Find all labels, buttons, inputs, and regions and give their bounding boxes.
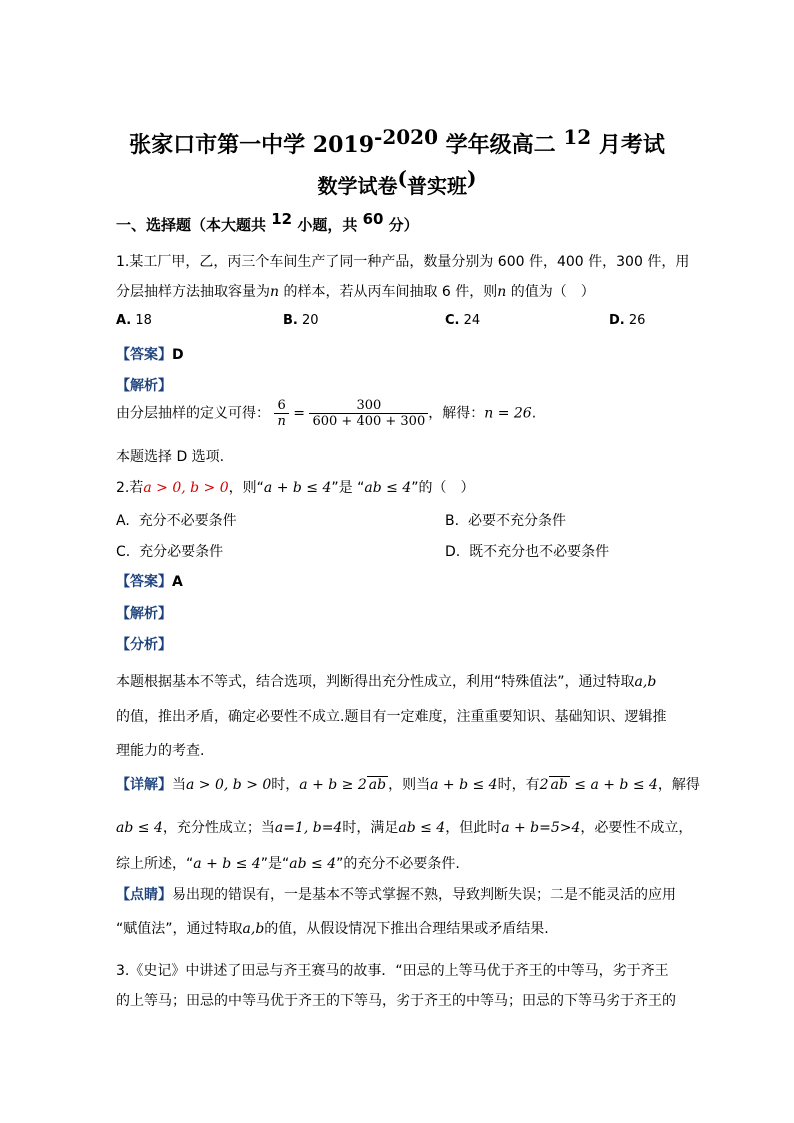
- question-count: 12: [271, 210, 293, 228]
- q2-fenxi-line1: 本题根据基本不等式，结合选项，判断得出充分性成立，利用“特殊值法”，通过特取a,b: [116, 674, 657, 690]
- q2-dianjing-line2: “赋值法”，通过特取a,b的值，从假设情况下推出合理结果或矛盾结果.: [116, 921, 549, 937]
- q2-option-b: B. 必要不充分条件: [445, 513, 566, 529]
- subtitle-paren-close: ): [467, 166, 477, 190]
- total-score: 60: [362, 210, 384, 228]
- subtitle-paren-open: (: [397, 166, 407, 190]
- q1-option-b: B. 20: [283, 313, 319, 328]
- q1-option-c: C. 24: [445, 313, 481, 328]
- q2-detail-line2: ab ≤ 4，充分性成立；当a=1, b=4时，满足ab ≤ 4，但此时a + b=5>4，必要性不成立，: [116, 820, 693, 836]
- q2-option-d: D. 既不充分也不必要条件: [445, 544, 610, 560]
- var-n: n: [270, 284, 280, 300]
- document-title: [0, 125, 794, 159]
- subtitle-class: 普实班: [407, 174, 467, 198]
- q3-stem-line1: 3.《史记》中讲述了田忌与齐王赛马的故事．“田忌的上等马优于齐王的中等马，劣于齐王: [116, 963, 669, 979]
- q2-answer: 【答案】A: [116, 574, 183, 590]
- title-text-2: 学年级高二: [438, 132, 564, 158]
- subtitle-text: 数学试卷: [317, 174, 398, 198]
- q2-detail-line1: 【详解】当a > 0, b > 0时，a + b ≥ 2 ab ，则当a + b ≤ 4时，有2 ab ≤ a + b ≤ 4，解得: [116, 777, 700, 793]
- q1-analysis-formula: 由分层抽样的定义可得： $\frac{6}{n}$ = $\frac{300}{600 + 400 + 300}$ ，解得：n = 26.: [116, 398, 537, 429]
- q1-answer: 【答案】D: [116, 347, 184, 363]
- q1-analysis-label: 【解析】: [116, 378, 172, 394]
- var-n: n: [497, 284, 507, 300]
- q2-fenxi-line2: 的值，推出矛盾，确定必要性不成立.题目有一定难度，注重重要知识、基础知识、逻辑推: [116, 709, 667, 725]
- q2-dianjing-line1: 【点睛】易出现的错误有，一是基本不等式掌握不熟，导致判断失误；二是不能灵活的应用: [116, 887, 676, 903]
- q2-option-a: A. 充分不必要条件: [116, 513, 237, 529]
- title-text-3: 月考试: [591, 132, 665, 158]
- fraction-300-over-sum: $\frac{300}{600 + 400 + 300}$: [309, 398, 428, 429]
- q1-stem-line2: 分层抽样方法抽取容量为n 的样本，若从丙车间抽取 6 件，则n 的值为（ ）: [116, 284, 595, 300]
- title-month: 12: [563, 125, 592, 149]
- section-heading: 一、选择题（本大题共 12 小题，共 60 分）: [116, 210, 419, 234]
- q3-stem-line2: 的上等马；田忌的中等马优于齐王的下等马，劣于齐王的中等马；田忌的下等马劣于齐王的: [116, 993, 676, 1009]
- q1-stem-line1: 1.某工厂甲，乙，丙三个车间生产了同一种产品，数量分别为 600 件，400 件，300 件，用: [116, 254, 690, 270]
- condition-red: a > 0, b > 0: [143, 480, 229, 496]
- q2-stem: 2.若a > 0, b > 0，则“a + b ≤ 4”是 “ab ≤ 4”的（ ）: [116, 480, 475, 496]
- document-subtitle: [0, 166, 794, 199]
- sqrt-ab: ab: [368, 777, 387, 793]
- title-dash: -: [374, 125, 383, 149]
- q2-fenxi-label: 【分析】: [116, 637, 172, 653]
- q1-conclusion: 本题选择 D 选项.: [116, 449, 225, 465]
- q1-option-d: D. 26: [609, 313, 646, 328]
- title-text: 张家口市第一中学 2019: [129, 132, 375, 158]
- q2-detail-line3: 综上所述，“a + b ≤ 4”是“ab ≤ 4”的充分不必要条件.: [116, 856, 460, 872]
- q2-fenxi-line3: 理能力的考查.: [116, 743, 205, 759]
- fraction-6-over-n: $\frac{6}{n}$: [274, 398, 288, 429]
- q2-analysis-label: 【解析】: [116, 606, 172, 622]
- sqrt-ab: ab: [550, 777, 568, 793]
- q1-option-a: A. 18: [116, 313, 152, 328]
- title-year: 2020: [382, 125, 439, 149]
- q2-option-c: C. 充分必要条件: [116, 544, 224, 560]
- solution-value: n = 26: [484, 405, 532, 422]
